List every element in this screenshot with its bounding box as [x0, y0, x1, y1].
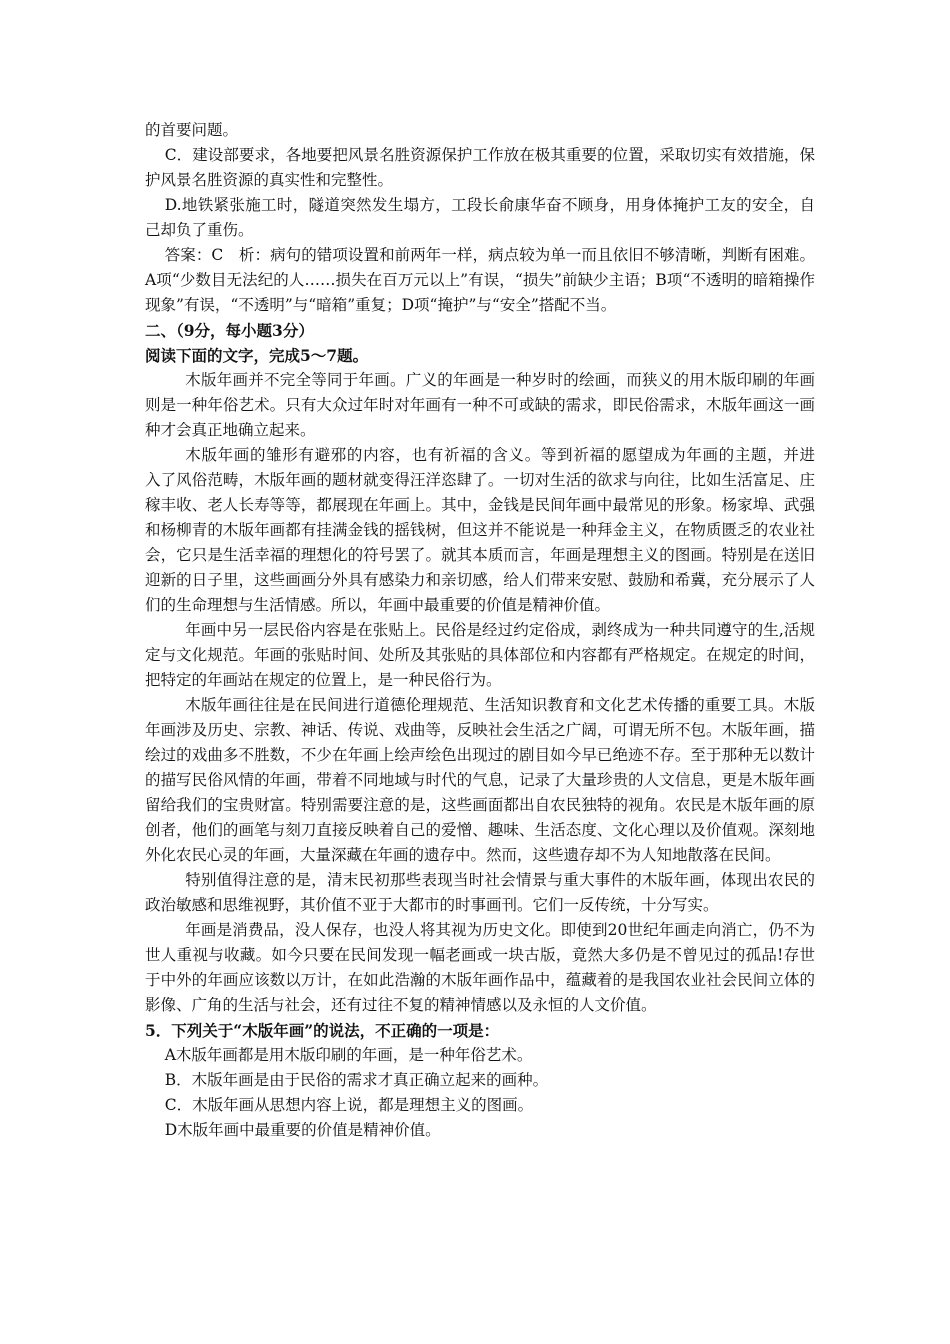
article-paragraph: 木版年画的雏形有避邪的内容，也有祈福的含义。等到祈福的愿望成为年画的主题，并进 入了风俗范畴，木版年画的题材就变得汪洋恣肆了。一切对生活的欲求与向往，比如生活富足、庄稼丰收、老人长寿等等，都展现在年画上。其中，金钱是民间年画中最常见的形象。杨家埠、武强和杨柳青的木版年画都有挂满金钱的摇钱树，但这并不能说是一种拜金主义，在物质匮乏的农业社会，它只是生活幸福的理想化的符号罢了。就其本质而言，年画是理想主义的图画。特别是在送旧迎新的日子里，这些画画分外具有感染力和亲切感，给人们带来安慰、鼓励和希冀，充分展示了人们的生命理想与生活情感。所以，年画中最重要的价值是精神价值。 — [145, 446, 831, 614]
article-paragraph: 年画中另一层民俗内容是在张贴上。民俗是经过约定俗成，剥终成为一种共同遵守的生,活规定与文化规范。年画的张贴时间、处所及其张贴的具体部位和内容都有严格规定。在规定的时间，把特定的年画站在规定的位置上，是一种民俗行为。 — [145, 621, 815, 689]
article-paragraph: 年画是消费品，没人保存，也没人将其视为历史文化。即使到20世纪年画走向消亡，仍不为世人重视与收藏。如今只要在民间发现一幅老画或一块古版，竟然大多仍是不曾见过的孤品!存世于中外的年画应该数以万计，在如此浩瀚的木版年画作品中，蕴藏着的是我国农业社会民间立体的影像、广角的生活与社会，还有过往不复的精神情感以及永恒的人文价值。 — [145, 921, 815, 1014]
article-paragraph: 木版年画并不完全等同于年画。广义的年画是一种岁时的绘画，而狭义的用木版印刷的年画则是一种年俗艺术。只有大众过年时对年画有一种不可或缺的需求，即民俗需求，木版年画这一画种才会真正地确立起来。 — [145, 371, 815, 439]
option-c: C．建设部要求，各地要把风景名胜资源保护工作放在极其重要的位置，采取切实有效措施，保护风景名胜资源的真实性和完整性。 — [145, 146, 815, 189]
article-paragraph: 木版年画往往是在民间进行道德伦理规范、生活知识教育和文化艺术传播的重要工具。木版年画涉及历史、宗教、神话、传说、戏曲等，反映社会生活之广阔，可谓无所不包。木版年画，描绘过的戏曲多不胜数，不少在年画上绘声绘色出现过的剧目如今早已绝迹不存。至于那种无以数计的描写民俗风情的年画，带着不同地域与时代的气息，记录了大量珍贵的人文信息，更是木版年画留给我们的宝贵财富。特别需要注意的是，这些画面都出自农民独特的视角。农民是木版年画的原创者，他们的画笔与刻刀直接反映着自己的爱憎、趣味、生活态度、文化心理以及价值观。深刻地外化农民心灵的年画，大量深藏在年画的遗存中。然而，这些遗存却不为人知地散落在民间。 — [145, 696, 815, 864]
article-paragraph: 特别值得注意的是，清末民初那些表现当时社会情景与重大事件的木版年画，体现出农民的政治敏感和思维视野，其价值不亚于大都市的时事画刊。它们一反传统，十分写实。 — [145, 871, 815, 914]
question-5-option-d: D木版年画中最重要的价值是精神价值。 — [164, 1121, 441, 1139]
question-5-stem: 5．下列关于“木版年画”的说法，不正确的一项是： — [145, 1021, 500, 1040]
section-heading: 二、（9分，每小题3分） — [145, 321, 314, 340]
option-d: D.地铁紧张施工时，隧道突然发生塌方，工段长俞康华奋不顾身，用身体掩护工友的安全，自己却负了重伤。 — [145, 196, 815, 239]
answer-explanation: 答案：C 析：病句的错项设置和前两年一样，病点较为单一而且依旧不够清晰，判断有困难。A项“少数目无法纪的人……损失在百万元以上”有误，“损失”前缺少主语；B项“不透明的暗箱操作现象”有误，“不透明”与“暗箱”重复；D项“掩护”与“安全”搭配不当。 — [145, 246, 815, 314]
question-5-option-c: C．木版年画从思想内容上说，都是理想主义的图画。 — [164, 1096, 534, 1114]
reading-instruction: 阅读下面的文字，完成5～7题。 — [145, 346, 369, 365]
document-page — [145, 118, 831, 1143]
continued-text: 的首要问题。 — [145, 121, 239, 139]
question-5-option-b: B．木版年画是由于民俗的需求才真正确立起来的画种。 — [164, 1071, 549, 1089]
question-5-option-a: A木版年画都是用木版印刷的年画，是一种年俗艺术。 — [164, 1046, 533, 1064]
